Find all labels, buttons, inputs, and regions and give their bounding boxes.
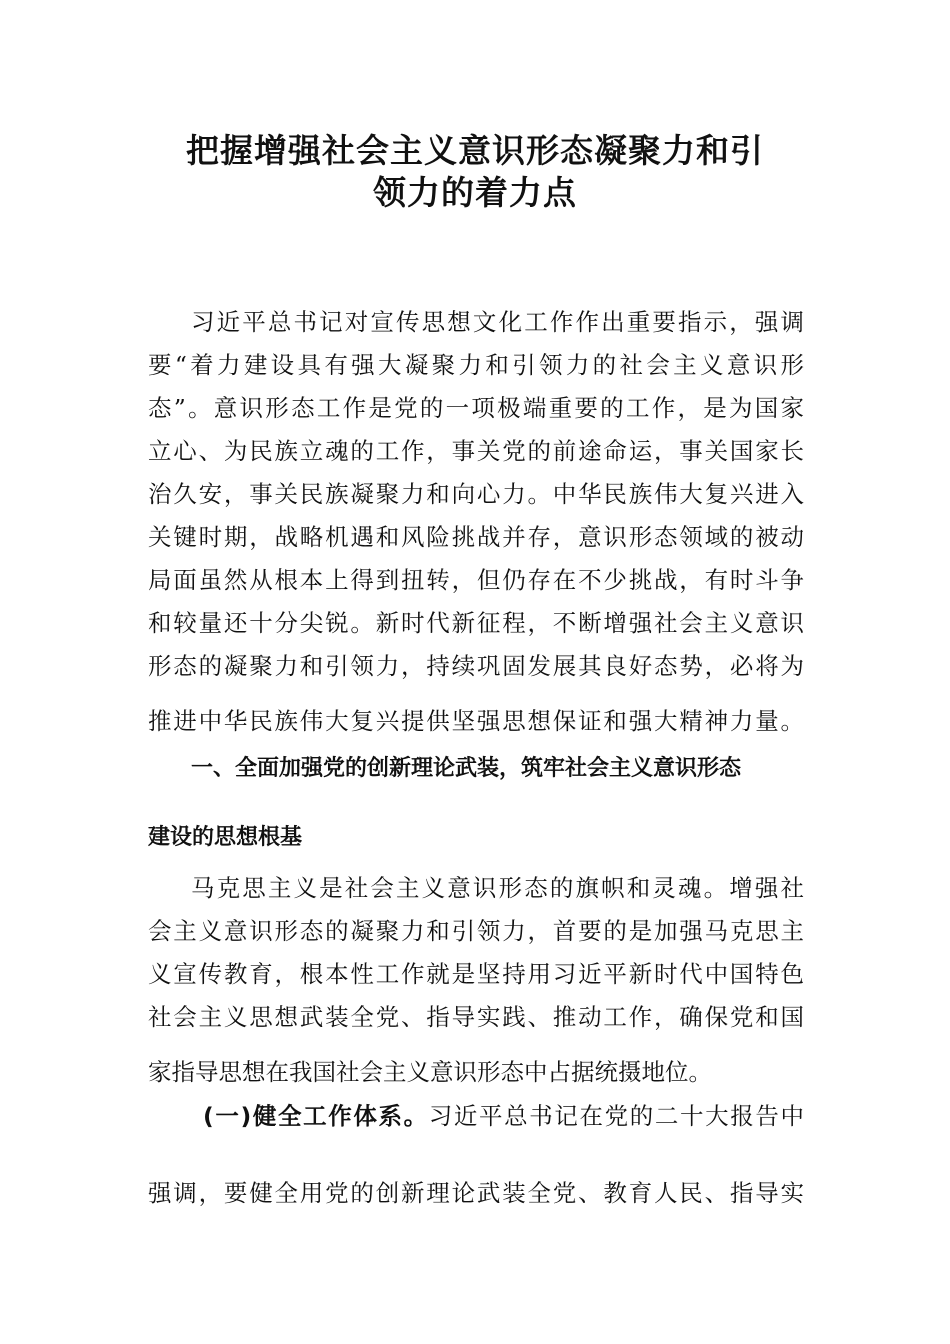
intro-line: 态”。意识形态工作是党的一项极端重要的工作，是为国家 <box>148 394 804 422</box>
intro-line: 推进中华民族伟大复兴提供坚强思想保证和强大精神力量。 <box>148 707 804 735</box>
section1-line: 会主义意识形态的凝聚力和引领力，首要的是加强马克思主 <box>148 917 804 945</box>
intro-line: 关键时期，战略机遇和风险挑战并存，意识形态领域的被动 <box>148 523 804 551</box>
subsection-continuation: 强调，要健全用党的创新理论武装全党、教育人民、指导实 <box>148 1179 804 1207</box>
intro-line: 局面虽然从根本上得到扭转，但仍存在不少挑战，有时斗争 <box>148 566 804 594</box>
subsection-label: (一)健全工作体系。 <box>203 1102 429 1130</box>
intro-line: 立心、为民族立魂的工作，事关党的前途命运，事关国家长 <box>148 437 804 465</box>
intro-line: 和较量还十分尖锐。新时代新征程，不断增强社会主义意识 <box>148 609 804 637</box>
section1-line: 马克思主义是社会主义意识形态的旗帜和灵魂。增强社 <box>191 874 804 902</box>
section1-line: 社会主义思想武装全党、指导实践、推动工作，确保党和国 <box>148 1003 804 1031</box>
intro-line: 习近平总书记对宣传思想文化工作作出重要指示，强调 <box>191 308 804 336</box>
subsection-line <box>203 1101 804 1131</box>
intro-line: 形态的凝聚力和引领力，持续巩固发展其良好态势，必将为 <box>148 652 804 680</box>
section-heading-line-2: 建设的思想根基 <box>148 825 303 850</box>
section1-line: 家指导思想在我国社会主义意识形态中占据统摄地位。 <box>148 1058 712 1086</box>
document-title-line-1: 把握增强社会主义意识形态凝聚力和引 <box>186 131 764 170</box>
intro-line: 治久安，事关民族凝聚力和向心力。中华民族伟大复兴进入 <box>148 480 804 508</box>
section1-line: 义宣传教育，根本性工作就是坚持用习近平新时代中国特色 <box>148 960 804 988</box>
document-title-line-2: 领力的着力点 <box>373 173 577 212</box>
intro-line: 要“着力建设具有强大凝聚力和引领力的社会主义意识形 <box>148 351 804 379</box>
subsection-text: 习近平总书记在党的二十大报告中 <box>428 1102 805 1130</box>
section-heading-line-1: 一、全面加强党的创新理论武装，筑牢社会主义意识形态 <box>191 756 742 781</box>
